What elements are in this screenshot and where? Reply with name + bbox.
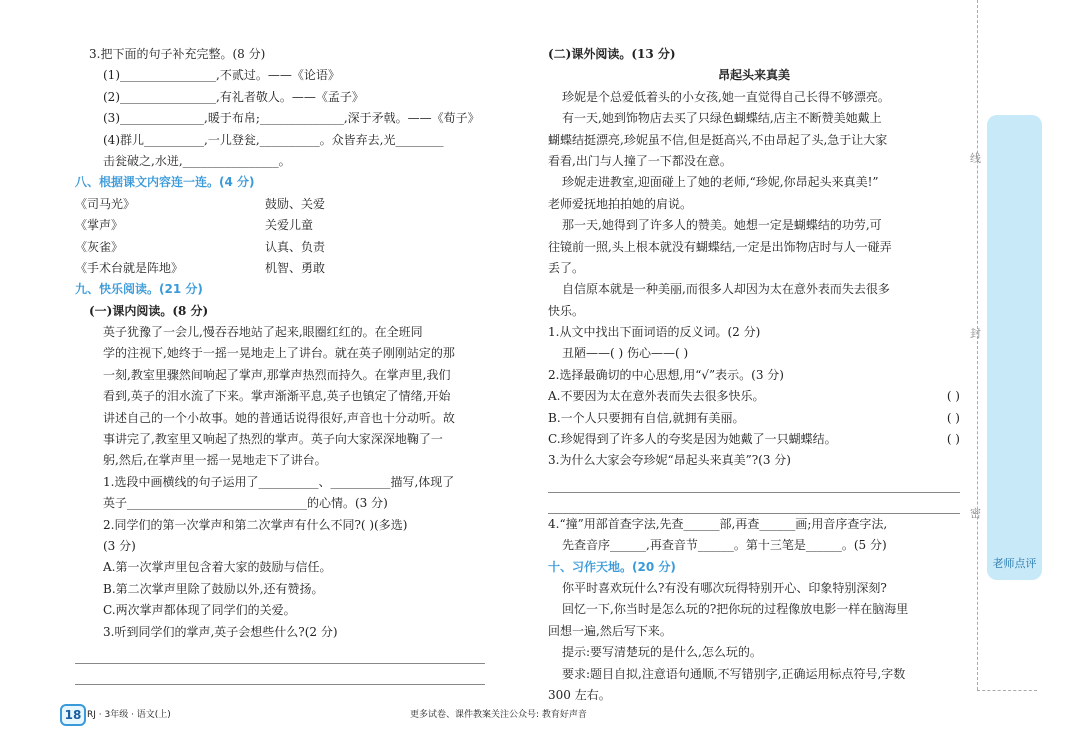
pair-left: 《司马光》 <box>75 196 136 211</box>
text-line: 昂起头来真美 <box>717 68 790 83</box>
pair-left: 《灰雀》 <box>75 239 124 254</box>
pair-right: 认真、负责 <box>265 239 326 254</box>
text-line: 1.从文中找出下面词语的反义词。(2 分) <box>548 325 761 340</box>
text-line: 一刻,教室里骤然间响起了掌声,那掌声热烈而持久。在掌声里,我们 <box>103 367 451 382</box>
pair-row <box>75 258 485 279</box>
pair-row <box>548 429 960 450</box>
text-line: 丑陋——( ) 伤心——( ) <box>562 346 689 361</box>
text-line: 看到,英子的泪水流了下来。掌声渐渐平息,英子也镇定了情绪,开始 <box>103 389 451 404</box>
pair-row <box>75 237 485 258</box>
text-line: 自信原本就是一种美丽,而很多人却因为太在意外表而失去很多 <box>562 282 890 297</box>
text-line: 看看,出门与人撞了一下都没在意。 <box>548 153 732 168</box>
pair-row <box>75 215 485 236</box>
pair-left: 《掌声》 <box>75 218 124 233</box>
text-line: B.第二次掌声里除了鼓励以外,还有赞扬。 <box>103 581 324 596</box>
footer-notice: 更多试卷、课件教案关注公众号: 教育好声音 <box>410 710 587 720</box>
page-number: 18 <box>60 704 86 726</box>
text-line: 珍妮走进教室,迎面碰上了她的老师,“珍妮,你昂起头来真美!” <box>562 175 879 190</box>
text-line: 八、根据课文内容连一连。(4 分) <box>75 175 255 190</box>
text-line: 提示:要写清楚玩的是什么,怎么玩的。 <box>562 645 762 660</box>
pair-right: ( ) <box>946 389 960 404</box>
review-tab-label: 老师点评 <box>992 557 1037 570</box>
text-line: 讲述自己的一个小故事。她的普通话说得很好,声音也十分动听。故 <box>103 410 455 425</box>
pair-right: 机智、勇敢 <box>265 260 326 275</box>
text-line: 英子犹豫了一会儿,慢吞吞地站了起来,眼圈红红的。在全班同 <box>103 325 423 340</box>
pair-row <box>548 408 960 429</box>
text-line: 你平时喜欢玩什么?有没有哪次玩得特别开心、印象特别深刻? <box>562 580 887 595</box>
text-line: 学的注视下,她终于一摇一晃地走上了讲台。就在英子刚刚站定的那 <box>103 346 455 361</box>
text-line: 1.选段中画横线的句子运用了__________、__________描写,体现了 <box>103 474 455 489</box>
text-line: A.第一次掌声里包含着大家的鼓励与信任。 <box>103 560 332 575</box>
left-column <box>75 44 485 685</box>
text-line: (3)______________,暖于布帛;______________,深于矛戟。——《荀子》 <box>103 111 480 126</box>
text-line: C.两次掌声都体现了同学们的关爱。 <box>103 603 296 618</box>
answer-line[interactable] <box>548 493 960 514</box>
text-line: 3.把下面的句子补充完整。(8 分) <box>89 47 266 61</box>
text-line: 珍妮是个总爱低着头的小女孩,她一直觉得自己长得不够漂亮。 <box>562 89 890 104</box>
pair-row <box>548 386 960 407</box>
pair-left: 《手术台就是阵地》 <box>75 260 184 275</box>
answer-line[interactable] <box>75 643 485 664</box>
text-line: 英子______________________________的心情。(3 分) <box>103 496 388 511</box>
pair-left: B.一个人只要拥有自信,就拥有美丽。 <box>548 410 745 425</box>
text-line: 九、快乐阅读。(21 分) <box>75 282 203 297</box>
text-line: (2)________________,有礼者敬人。——《孟子》 <box>103 89 364 104</box>
pair-right: 关爱儿童 <box>265 218 314 233</box>
pair-row <box>75 194 485 215</box>
text-line: 2.同学们的第一次掌声和第二次掌声有什么不同?( )(多选) <box>103 517 408 532</box>
text-line: (4)群儿__________,一儿登瓮,__________。众皆弃去,光________ <box>103 132 444 147</box>
pair-right: 鼓励、关爱 <box>265 196 326 211</box>
text-line: 要求:题目自拟,注意语句通顺,不写错别字,正确运用标点符号,字数 <box>562 666 906 681</box>
text-line: 2.选择最确切的中心思想,用“√”表示。(3 分) <box>548 367 784 382</box>
binding-line-bottom <box>977 690 1037 691</box>
pair-right: ( ) <box>946 410 960 425</box>
pair-left: C.珍妮得到了许多人的夸奖是因为她戴了一只蝴蝶结。 <box>548 432 837 447</box>
text-line: 先查音序______,再查音节______。第十三笔是______。(5 分) <box>562 538 887 553</box>
text-line: (一)课内阅读。(8 分) <box>89 303 209 318</box>
text-line: 事讲完了,教室里又响起了热烈的掌声。英子向大家深深地鞠了一 <box>103 432 443 447</box>
text-line: 回想一遍,然后写下来。 <box>548 623 672 638</box>
side-label-seal: 封 <box>970 327 981 340</box>
binding-line <box>977 0 978 690</box>
text-line: 3.为什么大家会夸珍妮“昂起头来真美”?(3 分) <box>548 453 791 468</box>
text-line: 300 左右。 <box>548 687 611 702</box>
text-line: (二)课外阅读。(13 分) <box>548 47 676 61</box>
text-line: 回忆一下,你当时是怎么玩的?把你玩的过程像放电影一样在脑海里 <box>562 602 909 617</box>
pair-right: ( ) <box>946 432 960 447</box>
text-line: 往镜前一照,头上根本就没有蝴蝶结,一定是出饰物店时与人一碰弄 <box>548 239 892 254</box>
review-tab <box>987 115 1042 580</box>
text-line: (3 分) <box>103 538 136 553</box>
footer-grade: RJ · 3年级 · 语文(上) <box>87 710 171 720</box>
pair-left: A.不要因为太在意外表而失去很多快乐。 <box>548 389 765 404</box>
text-line: 快乐。 <box>548 303 585 318</box>
answer-line[interactable] <box>548 472 960 493</box>
text-line: 蝴蝶结挺漂亮,珍妮虽不信,但是挺高兴,不由昂起了头,急于让大家 <box>548 132 888 147</box>
text-line: (1)________________,不贰过。——《论语》 <box>103 68 340 83</box>
right-column <box>548 44 960 706</box>
text-line: 十、习作天地。(20 分) <box>548 559 676 574</box>
text-line: 老师爱抚地拍拍她的肩说。 <box>548 196 693 211</box>
answer-line[interactable] <box>75 664 485 685</box>
text-line: 4.“撞”用部首查字法,先查______部,再查______画;用音序查字法, <box>548 516 888 531</box>
text-line: 躬,然后,在掌声里一摇一晃地走下了讲台。 <box>103 453 327 468</box>
side-label-line: 线 <box>970 152 981 165</box>
text-line: 那一天,她得到了许多人的赞美。她想一定是蝴蝶结的功劳,可 <box>562 218 882 233</box>
text-line: 有一天,她到饰物店去买了只绿色蝴蝶结,店主不断赞美她戴上 <box>562 111 882 126</box>
side-label-secret: 密 <box>970 507 981 520</box>
text-line: 丢了。 <box>548 260 585 275</box>
text-line: 3.听到同学们的掌声,英子会想些什么?(2 分) <box>103 624 338 639</box>
text-line: 击瓮破之,水迸,________________。 <box>103 153 291 168</box>
